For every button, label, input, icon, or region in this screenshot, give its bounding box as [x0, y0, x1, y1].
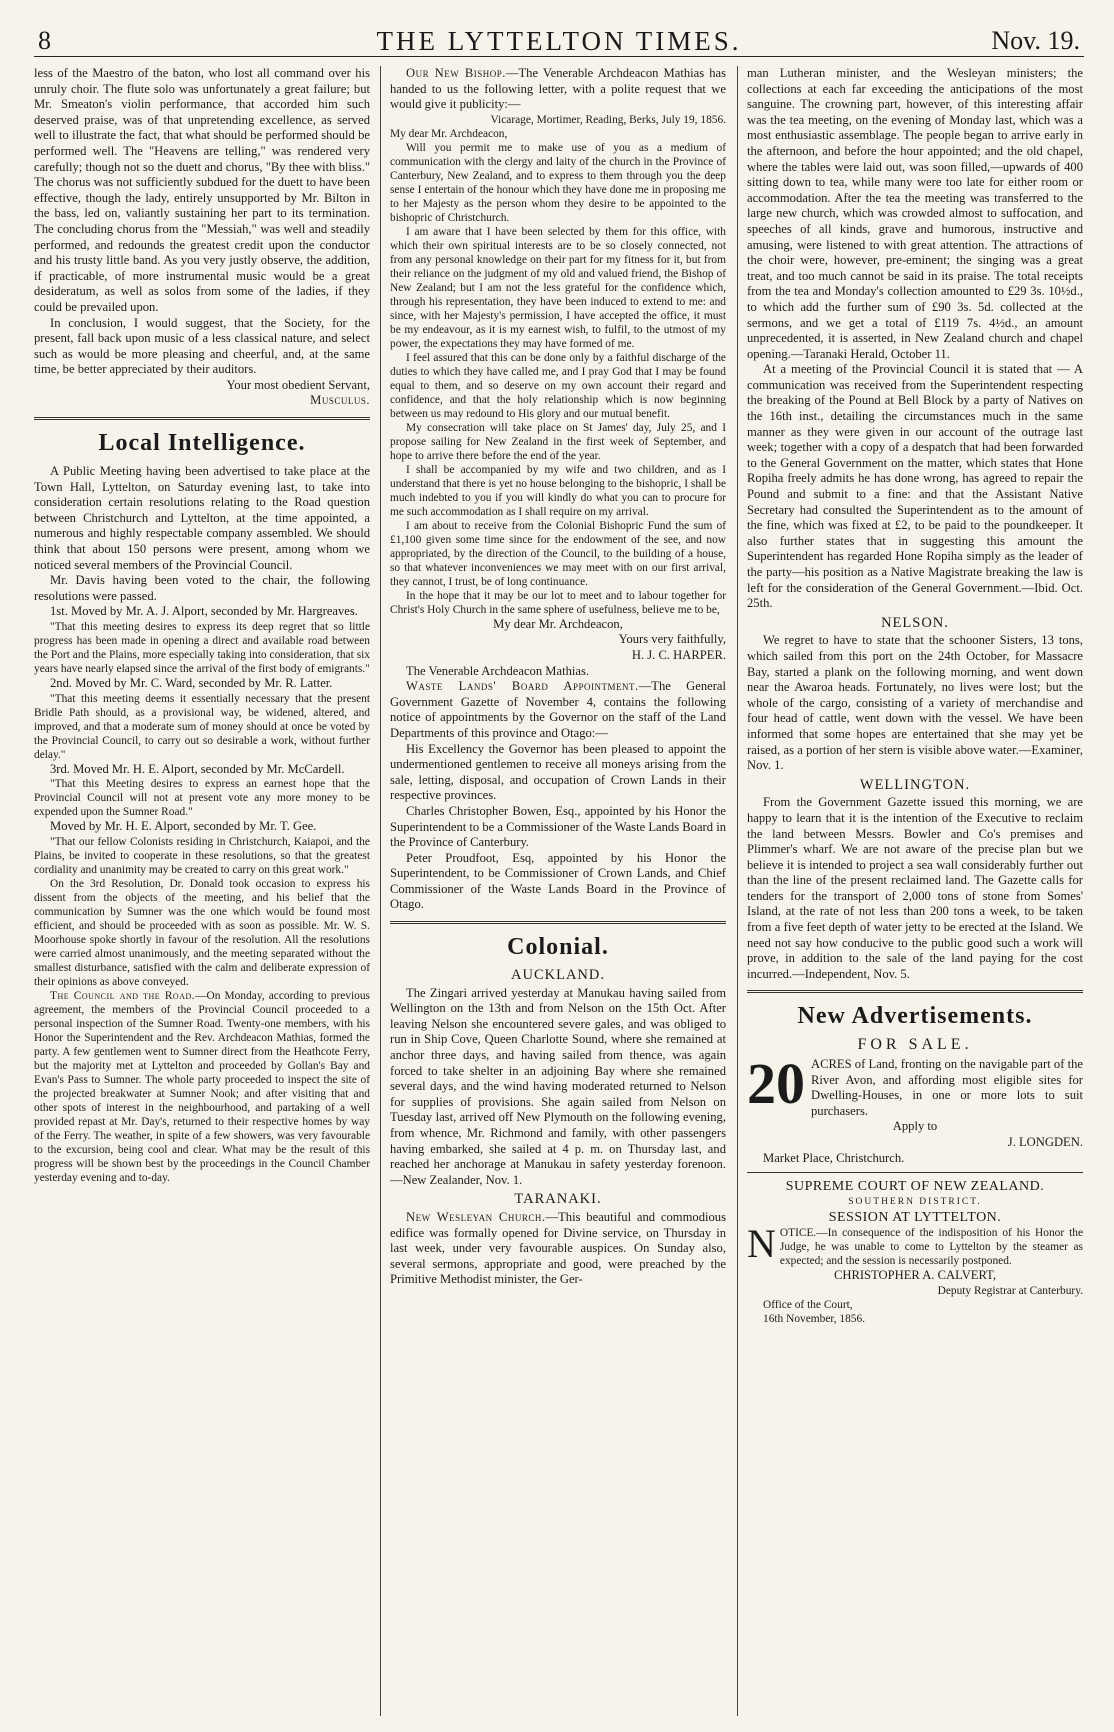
subheading-nelson: NELSON.	[881, 614, 949, 631]
court-heading: SUPREME COURT OF NEW ZEALAND.	[785, 1179, 1045, 1195]
article-paragraph: From the Government Gazette issued this morning, we are happy to learn that it is the intention of the Executive to reclaim the land between Messrs. Bowler and Co's premises and Plimmer's wharf. We are not aware of the precise plan but we believe it is intended to project a sea wall considerably further out than the line of the present reclaimed land. The Gazette calls for tenders for the transport of 2,000 tons of stone from Somes' Island, at the rate of not less than 200 tons a week, to be taken from a five feet depth of water jetty to be erected at the Island. We need not say how conducive to the public good such a work will prove, in addition to the sale of the land paying for the cost incurred.—Independent, Nov. 5.	[747, 795, 1083, 981]
article-paragraph: Mr. Davis having been voted to the chair, the following resolutions were passed.	[34, 573, 370, 603]
advert-divider	[747, 1172, 1083, 1173]
court-district: SOUTHERN DISTRICT.	[848, 1196, 982, 1207]
masthead	[34, 26, 1084, 57]
issue-date: Nov. 19.	[991, 26, 1080, 55]
notice-text: OTICE.—In consequence of the indisposition of his Honor the Judge, he was unable to come to Lyttelton by the steamer as expected; and the session is necessarily postponed.	[779, 1226, 1083, 1267]
article-paragraph	[390, 66, 726, 113]
resolution-text: "That this meeting desires to express its deep regret that so little progress has been made in opening a direct and available road between the Port and the Plains, more especially taking into consideration, that six years have nearly elapsed since the arrival of the first body of emigrants."	[34, 621, 370, 675]
advert-drop-number: 20	[747, 1051, 805, 1117]
advert-apply: Apply to	[892, 1119, 938, 1134]
section-heading-advertisements: New Advertisements.	[797, 1003, 1033, 1030]
resolution-mover: 3rd. Moved Mr. H. E. Alport, seconded by Mr. McCardell.	[50, 761, 345, 776]
column-two	[390, 66, 726, 1716]
letter-signature: Musculus.	[310, 393, 370, 408]
letter-paragraph: I am about to receive from the Colonial Bishopric Fund the sum of £1,100 given some time since for the endowment of the see, and now appropriated, by the direction of the Council, to the building of a house, so that whatever inconveniences we may meet with on our first arrival, they cannot, I trust, be of long continuance.	[390, 519, 726, 588]
subheading-wellington: WELLINGTON.	[859, 776, 971, 793]
subheading-taranaki: TARANAKI.	[514, 1191, 602, 1208]
resolution-text: "That this meeting deems it essentially necessary that the present Bridle Path should, as a provisional way, be widened, altered, and improved, and that a moderate sum of money should at once be voted by the Provincial Council, to carry out so desirable a work, without further delay."	[34, 692, 370, 761]
article-paragraph: His Excellency the Governor has been pleased to appoint the undermentioned gentlemen to receive all moneys arising from the sale, letting, disposal, and occupation of Crown Lands in their respective provinces.	[390, 741, 726, 803]
letter-paragraph: My consecration will take place on St James' day, July 25, and I propose sailing for New Zealand in the first week of September, and hope to arrive there before the end of the year.	[390, 421, 726, 462]
article-paragraph	[34, 989, 370, 1185]
article-lead: New Wesleyan Church.	[406, 1209, 546, 1224]
subheading-auckland: AUCKLAND.	[511, 967, 605, 984]
section-heading-local: Local Intelligence.	[98, 430, 306, 457]
advert-heading-for-sale: FOR SALE.	[857, 1036, 973, 1054]
article-paragraph: A Public Meeting having been advertised to take place at the Town Hall, Lyttelton, on Saturday evening last, to take into consideration certain resolutions relating to the Road question between Christchurch and Lyttelton, at the time appointed, a numerous and highly respectable company assembled. We should think that about 150 persons were present, among whom we noticed several members of the Provincial Council.	[34, 464, 370, 572]
article-paragraph: The Zingari arrived yesterday at Manukau having sailed from Wellington on the 13th and from Nelson on the 15th Oct. After leaving Nelson she encountered severe gales, and was obliged to run in Ship Cove, Queen Charlotte Sound, where she remained at anchor three days, and having sailed from thence, was again forced to take shelter in an adjoining Bay where she remained several days, and the wind having moderated returned to Nelson for supplies of provisions. She again sailed from Nelson on Tuesday last, arrived off New Plymouth on the following evening, from whence, Mr. Richmond and family, with other passengers having embarked, she sailed at 4 p. m. on Thursday last, and reached her anchorage at Manukau in safety yesterday forenoon.—New Zealander, Nov. 1.	[390, 985, 726, 1187]
advert-place: Market Place, Christchurch.	[763, 1150, 905, 1165]
section-divider	[34, 417, 370, 420]
notice-name: CHRISTOPHER A. CALVERT,	[833, 1267, 997, 1282]
letter-address: Vicarage, Mortimer, Reading, Berks, July 19, 1856.	[490, 113, 726, 126]
article-paragraph: On the 3rd Resolution, Dr. Donald took occasion to express his dissent from the objects of the meeting, and his belief that the communication by Sumner was the one which would be found most efficient, and should be proceeded with as soon as possible. Mr. W. S. Moorhouse spoke shortly in favour of the resolution. All the resolutions were carried almost unanimously, and the meeting separated without the smallest disturbance, satisfied with the calm and deliberate expression of their opinions as above conveyed.	[34, 877, 370, 988]
notice-office: Office of the Court,	[763, 1298, 853, 1311]
page-number: 8	[38, 26, 51, 55]
newspaper-title: THE LYTTELTON TIMES.	[376, 26, 742, 56]
resolution-mover: Moved by Mr. H. E. Alport, seconded by Mr. T. Gee.	[50, 819, 317, 834]
article-lead: Our New Bishop.	[406, 66, 506, 80]
court-notice	[747, 1220, 1083, 1268]
article-paragraph: We regret to have to state that the schooner Sisters, 13 tons, which sailed from this port on the 24th October, for Massacre Bay, started a plank on the following morning, and went down near the Awaroa heads. Fortunately, no lives were lost; but the whole of the cargo, consisting of a variety of merchandise and four head of cattle, went down with the vessel. We have been informed that some hopes are entertained that she may yet be raised, as a portion of her stern is visible above water.—Examiner, Nov. 1.	[747, 633, 1083, 773]
letter-paragraph: In the hope that it may be our lot to meet and to labour together for Christ's Holy Church in the same sphere of usefulness, believe me to be,	[390, 589, 726, 616]
column-one	[34, 66, 370, 1716]
article-body: —On Monday, according to previous agreement, the members of the Provincial Council proceeded to a personal inspection of the Sumner Road. Twenty-one members, with his Honor the Superintendent and the Rev. Archdeacon Mathias, formed the party. A few gentlemen went to Sumner direct from the Heathcote Ferry, but the majority met at Lyttelton and proceeded by Gollan's Bay and Evan's Pass to Sumner. The whole party proceeded to inspect the site of the projected breakwater at Sumner Nook; and after visiting that and other spots of interest in the neighbourhood, and partaking of a well provided repast at Mr. Day's, returned to their respective homes by way of the Ferry. The weather, in spite of a few showers, was very favourable to the excursion, being cool and clear. What may be the result of this progress will be shown best by the proceedings in the Council Chamber yesterday evening and to-day.	[34, 989, 370, 1184]
letter-paragraph: less of the Maestro of the baton, who lost all command over his unruly choir. The flute solo was unfortunately a great failure; but Mr. Smeaton's violin performance, that accorded him such deserved praise, was of that unpretending excellence, as served well to illustrate the fact, that what should be performed should be performed well. The "Heavens are telling," was rendered very carefully; though not so the duett and chorus, "By thee with bliss." The chorus was not sufficiently subdued for the duett to have been effective, though the lady, entirely unsupported by Mr. Bilton in the bass, led on, valiantly sustaining her part to its termination. The concluding chorus from the "Messiah," was well and steadily performed, and redounds the greatest credit upon the conductor and his trusty little band. As you very justly observe, the addition, if practicable, of more instrumental music would be a great desideratum, as well as solos from some of the ladies, if they could be prevailed upon.	[34, 66, 370, 314]
section-divider	[747, 990, 1083, 993]
article-body: —This beautiful and commodious edifice was formally opened for Divine service, on Thursday in last week, under very favourable auspices. On Sunday also, several sermons, appropriate and good, were preached by the Primitive Methodist minister, the Ger-	[390, 1209, 726, 1287]
resolution-mover: 1st. Moved by Mr. A. J. Alport, seconded by Mr. Hargreaves.	[50, 604, 358, 619]
letter-paragraph: I feel assured that this can be done only by a faithful discharge of the duties to which they have called me, and I pray God that I may be found equal to them, and so deserve on my own account their regard and confidence, and that the holy relationship which is now beginning between us may redound to His glory and our mutual benefit.	[390, 351, 726, 420]
article-columns	[34, 66, 1084, 1716]
article-paragraph	[390, 679, 726, 741]
notice-title: Deputy Registrar at Canterbury.	[937, 1284, 1083, 1297]
column-rule	[380, 66, 381, 1716]
advert-text: ACRES of Land, fronting on the navigable part of the River Avon, and affording most eligible sites for Dwelling-Houses, in one or more lots to suit purchasers.	[811, 1057, 1083, 1118]
article-paragraph: Peter Proudfoot, Esq, appointed by his Honor the Superintendent, to be Commissioner of Crown Lands, and Chief Commissioner of the Waste Lands Board in the Province of Otago.	[390, 850, 726, 912]
article-paragraph: man Lutheran minister, and the Wesleyan ministers; the collections at each far exceeding the anticipations of the most sanguine. The crowning part, however, of this interesting affair was the tea meeting, on the evening of Monday last, which was a most enthusiastic assemblage. The people began to arrive early in the afternoon, and before the hour appointed; and the old chapel, where the tables were laid out, was soon filled,—upwards of 400 sitting down to tea, while many were too late for either room or accommodation. After the tea the meeting was transferred to the large new church, which was crowded almost to suffocation, and speeches of all kinds, grave and humorous, instructive and amusing, were listened to with great attention. The attractions of the choir were, however, pre-eminent; the singing was a great treat, and too much cannot be said in its praise. The total receipts from the tea and Monday's collection amounted to £29 3s. 10½d., to which add the further sum of £90 3s. 5d. collected at the sermons, and we get a total of £119 7s. 4½d., an amount unprecedented, it is asserted, in New Zealand church and chapel opening.—Taranaki Herald, October 11.	[747, 66, 1083, 361]
resolution-text: "That our fellow Colonists residing in Christchurch, Kaiapoi, and the Plains, be invited to cooperate in these resolutions, so that the greatest cordiality and unanimity may be created to carry on this great work."	[34, 835, 370, 876]
article-body: —The General Government Gazette of November 4, contains the following notice of appointments by the Governor on the staff of the Land Departments of this province and Otago:—	[390, 679, 726, 740]
letter-addressee: The Venerable Archdeacon Mathias.	[406, 663, 590, 678]
article-paragraph: Charles Christopher Bowen, Esq., appointed by his Honor the Superintendent to be a Commissioner of the Waste Lands Board in the Province of Canterbury.	[390, 803, 726, 850]
notice-drop-letter: N	[747, 1220, 776, 1266]
advert-body	[747, 1051, 1083, 1119]
letter-signature: H. J. C. HARPER.	[631, 647, 726, 662]
court-session: SESSION AT LYTTELTON.	[828, 1210, 1002, 1226]
article-paragraph	[390, 1210, 726, 1288]
notice-date: 16th November, 1856.	[763, 1312, 866, 1325]
section-divider	[390, 921, 726, 924]
resolution-text: "That this Meeting desires to express an earnest hope that the Provincial Council will not at present vote any more money to be expended upon the Sumner Road."	[34, 778, 370, 819]
letter-sign-off: Your most obedient Servant,	[226, 377, 370, 392]
article-lead: The Council and the Road.	[50, 989, 196, 1002]
letter-yours: Yours very faithfully,	[618, 632, 726, 647]
advert-name: J. LONGDEN.	[1007, 1135, 1083, 1149]
letter-paragraph: I am aware that I have been selected by them for this office, with which their own spiritual interests are to be so closely connected, not from any personal knowledge on their part for my fitness for it, but from their reliance on the judgment of my old and valued friend, the Bishop of New Zealand; but I am not the less grateful for the confidence which, through his representation, they have been induced to extend to me: and since, with her Majesty's permission, I have accepted the office, it must be my endeavour, as it is my earnest wish, to fulfil, to the utmost of my power, the expectations they may have formed of me.	[390, 225, 726, 350]
column-three	[747, 66, 1083, 1716]
letter-close: My dear Mr. Archdeacon,	[493, 616, 623, 631]
article-paragraph: At a meeting of the Provincial Council it is stated that — A communication was received from the Superintendent respecting the breaking of the Pound at Bell Block by a party of Natives on the 16th inst., detailing the circumstances much in the same manner as they were given in our account of the outrage last week; together with a copy of a despatch that had been forwarded to the General Government on the matter, which states that Hone Ropiha freely admits he has done wrong, has agreed to repair the Pound and submit to a fine: and that the Assistant Native Secretary had consulted the Superintendent as to the amount of the fine, which was fixed at £2, to be paid to the poundkeeper. It also further states that in suggesting this amount the Superintendent has regarded Hone Ropiha simply as the leader of the party—his position as a Native Magistrate breaking the law is left for the consideration of the General Government.—Ibid. Oct. 25th.	[747, 362, 1083, 611]
section-heading-colonial: Colonial.	[507, 934, 609, 961]
letter-paragraph: I shall be accompanied by my wife and two children, and as I understand that there is yet no house belonging to the bishopric, I shall be much indebted to you if you will kindly do what you can to procure for me such accommodation as I shall require on my arrival.	[390, 463, 726, 518]
letter-salutation: My dear Mr. Archdeacon,	[390, 127, 508, 140]
column-rule	[737, 66, 738, 1716]
letter-paragraph: Will you permit me to make use of you as a medium of communication with the clergy and laity of the church in the Province of Canterbury, New Zealand, and to express to them through you the deep sense I entertain of the honour which they have done me in proposing me to her Majesty as the person whom they desire to be appointed to the bishopric of Christchurch.	[390, 141, 726, 224]
article-lead: Waste Lands' Board Appointment.	[406, 679, 639, 694]
article-body: —The Venerable Archdeacon Mathias has handed to us the following letter, with a polite request that we would give it publicity:—	[390, 66, 726, 112]
letter-paragraph: In conclusion, I would suggest, that the Society, for the present, fall back upon music of a less classical nature, and select such as would be more pleasing and cheerful, and, at the same time, be better appreciated by their auditors.	[34, 315, 370, 377]
resolution-mover: 2nd. Moved by Mr. C. Ward, seconded by Mr. R. Latter.	[50, 676, 333, 690]
